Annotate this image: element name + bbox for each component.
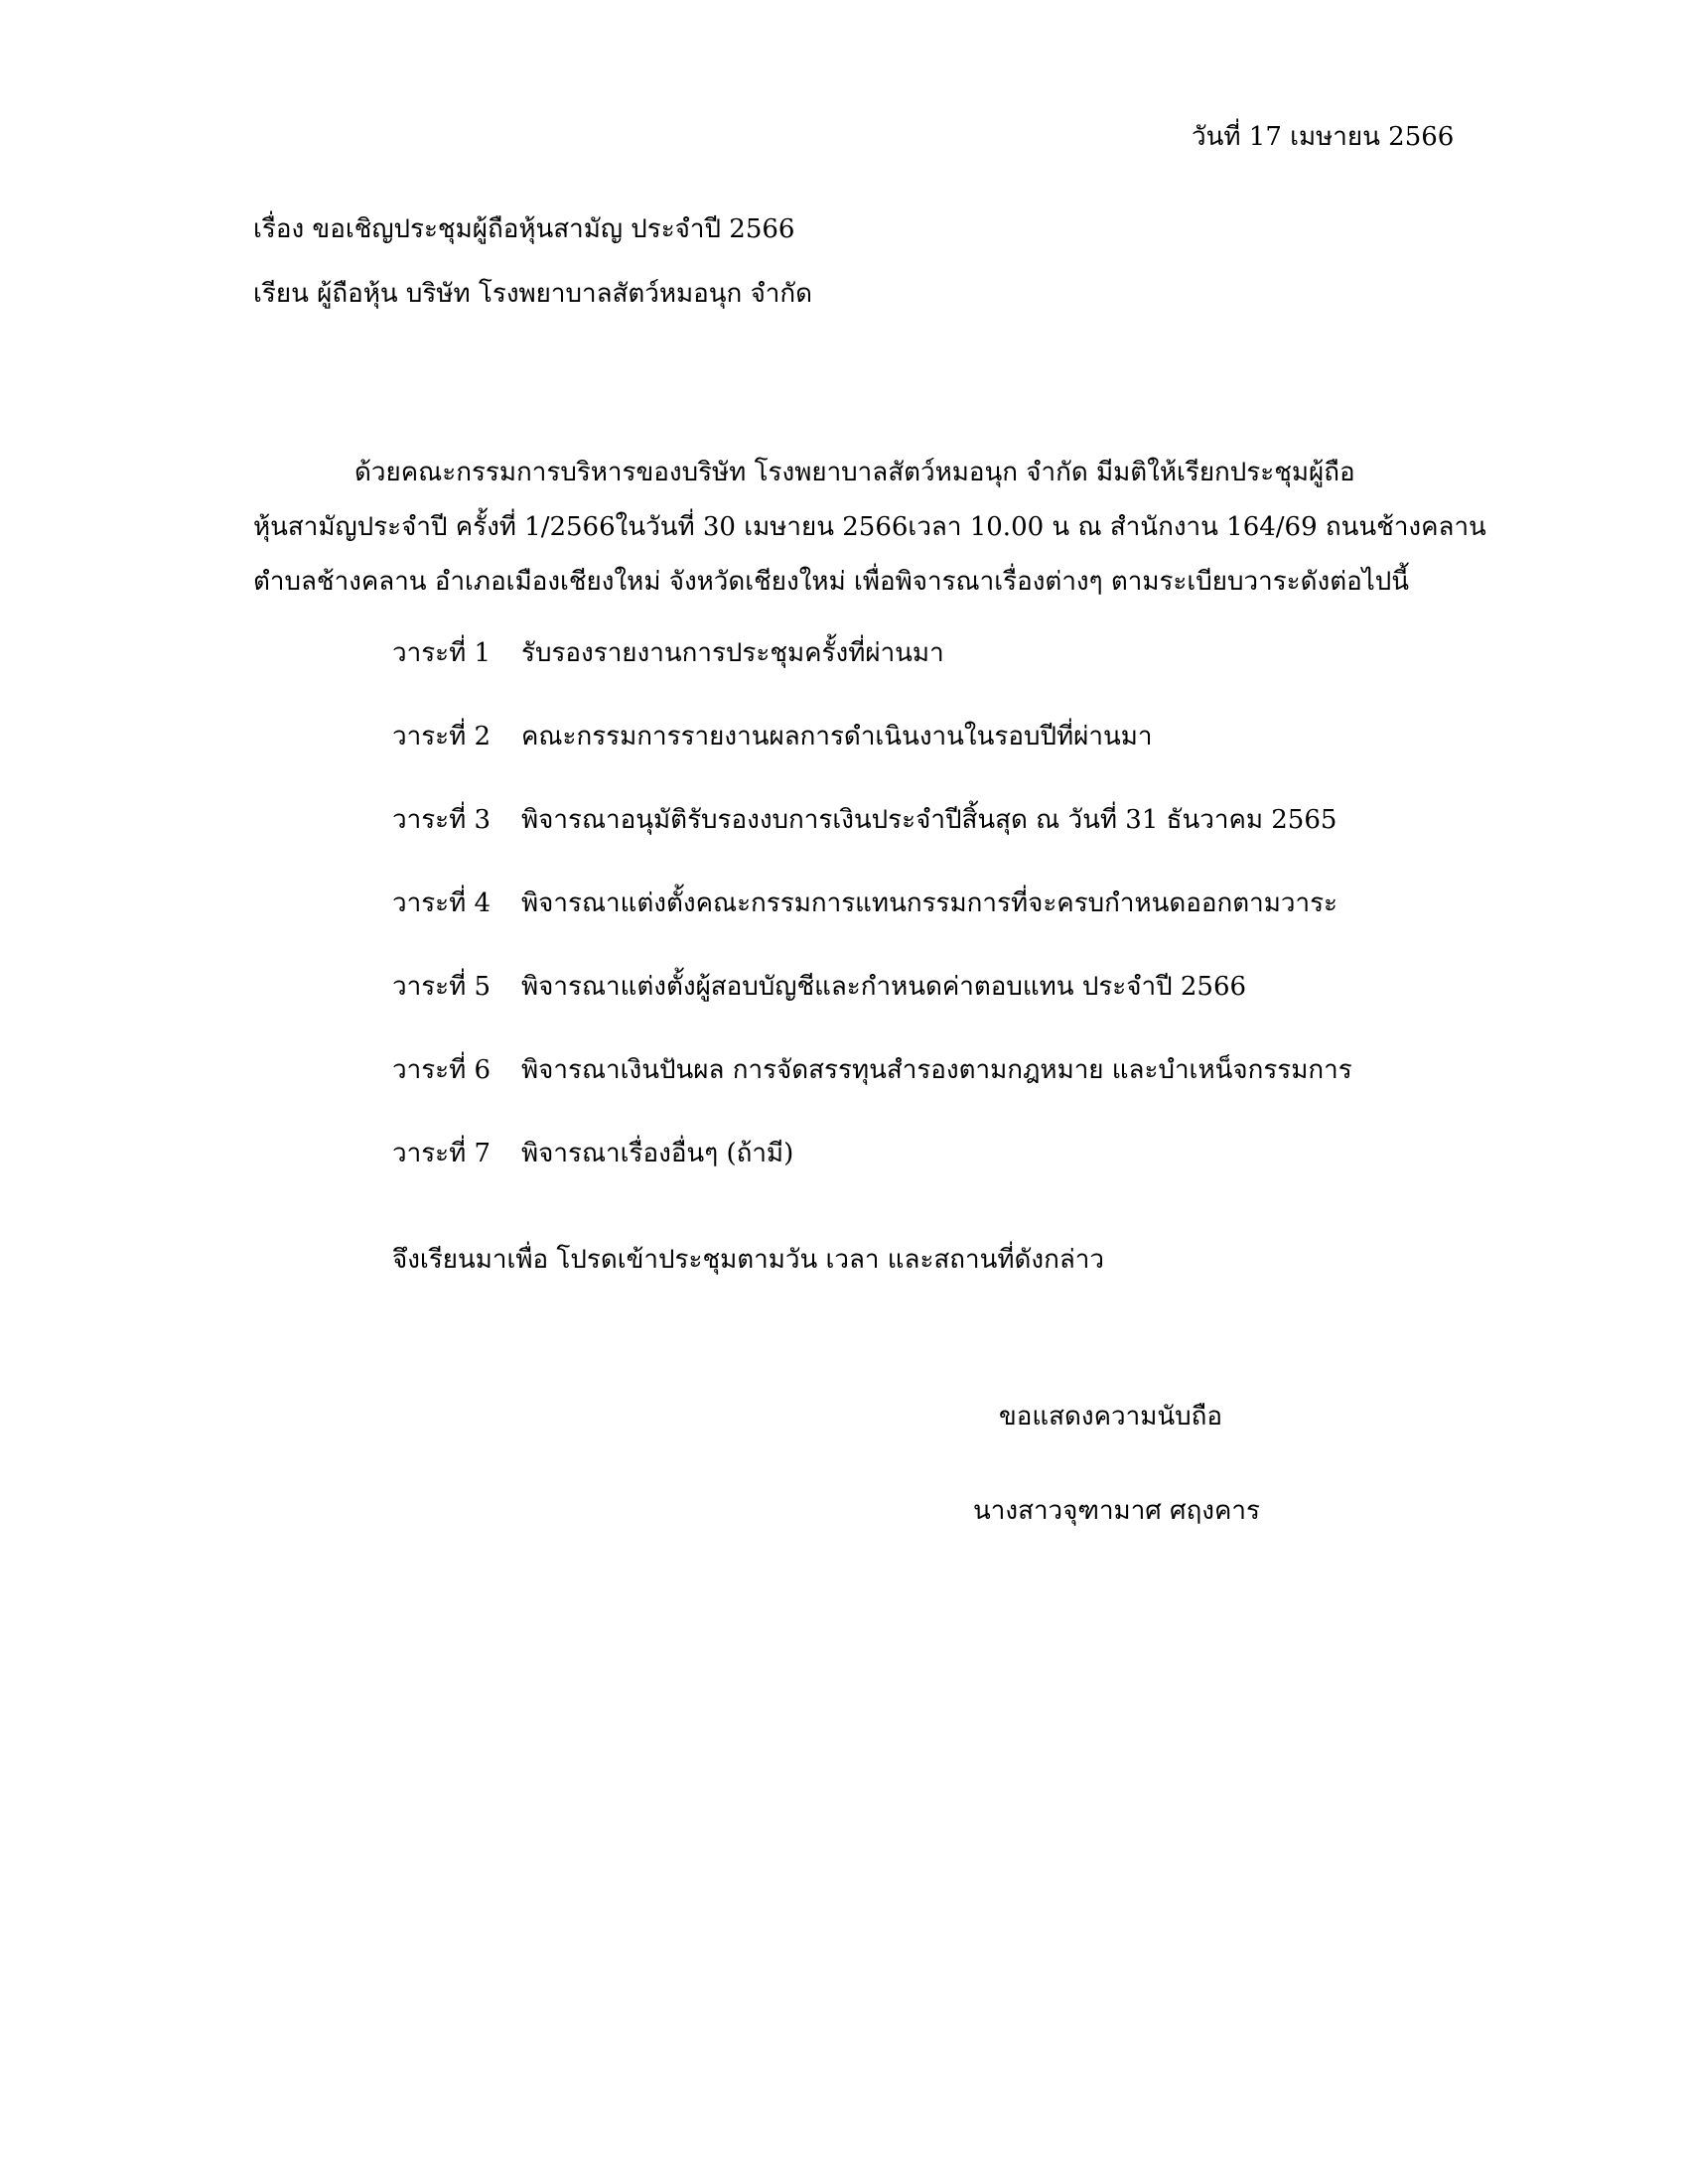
agenda-number: วาระที่ 2 [392,722,492,751]
agenda-number: วาระที่ 7 [392,1139,492,1168]
agenda-text: พิจารณาแต่งตั้งผู้สอบบัญชีและกำหนดค่าตอบแทน ประจำปี 2566 [521,972,1247,1002]
signer-name: นางสาวจุฑามาศ ศฤงคาร [973,1496,1260,1526]
agenda-text: รับรองรายงานการประชุมครั้งที่ผ่านมา [521,638,944,668]
letter-recipient: เรียน ผู้ถือหุ้น บริษัท โรงพยาบาลสัตว์หมอนุก จำกัด [253,279,813,309]
agenda-number: วาระที่ 6 [392,1055,492,1085]
agenda-text: พิจารณาเงินปันผล การจัดสรรทุนสำรองตามกฎหมาย และบำเหน็จกรรมการ [521,1055,1352,1085]
agenda-number: วาระที่ 1 [392,638,492,668]
letter-date: วันที่ 17 เมษายน 2566 [1192,122,1455,152]
agenda-number: วาระที่ 3 [392,805,492,835]
letter-subject: เรื่อง ขอเชิญประชุมผู้ถือหุ้นสามัญ ประจำปี 2566 [253,214,795,244]
regards-text: ขอแสดงความนับถือ [999,1402,1222,1432]
body-line-1: ด้วยคณะกรรมการบริหารของบริษัท โรงพยาบาลสัตว์หมอนุก จำกัด มีมติให้เรียกประชุมผู้ถือ [354,458,1355,487]
agenda-number: วาระที่ 4 [392,888,492,918]
agenda-text: พิจารณาอนุมัติรับรองงบการเงินประจำปีสิ้นสุด ณ วันที่ 31 ธันวาคม 2565 [521,805,1337,835]
agenda-number: วาระที่ 5 [392,972,492,1002]
body-line-3: ตำบลช้างคลาน อำเภอเมืองเชียงใหม่ จังหวัดเชียงใหม่ เพื่อพิจารณาเรื่องต่างๆ ตามระเบียบวาระดังต่อไปนี้ [253,567,1410,597]
closing-sentence: จึงเรียนมาเพื่อ โปรดเข้าประชุมตามวัน เวลา และสถานที่ดังกล่าว [392,1245,1105,1275]
agenda-text: พิจารณาแต่งตั้งคณะกรรมการแทนกรรมการที่จะครบกำหนดออกตามวาระ [521,888,1338,918]
body-line-2: หุ้นสามัญประจำปี ครั้งที่ 1/2566ในวันที่ 30 เมษายน 2566เวลา 10.00 น ณ สำนักงาน 164/69 ถนนช้างคลาน [253,512,1486,542]
agenda-text: พิจารณาเรื่องอื่นๆ (ถ้ามี) [521,1139,794,1168]
agenda-text: คณะกรรมการรายงานผลการดำเนินงานในรอบปีที่ผ่านมา [521,722,1153,751]
